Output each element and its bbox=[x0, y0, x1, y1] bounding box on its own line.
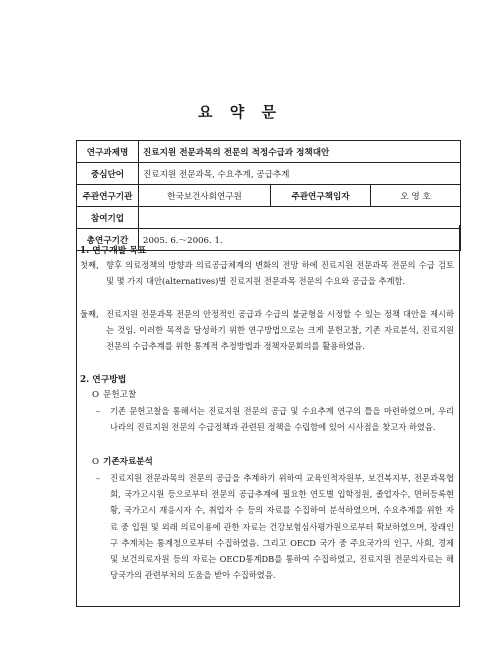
row-keywords bbox=[77, 163, 461, 185]
lead-value: 오 영 호 bbox=[371, 185, 461, 207]
dash-marker: – bbox=[96, 406, 101, 416]
section-2-title: 2. 연구방법 bbox=[80, 375, 127, 385]
row-project bbox=[77, 141, 461, 163]
subsection-data-analysis-title: O 기존자료분석 bbox=[92, 457, 153, 467]
lead-label: 주관연구책임자 bbox=[271, 185, 371, 207]
project-value: 진료지원 전문과목의 전문의 적정수급과 정책대안 bbox=[139, 141, 461, 163]
section-1-title: 1. 연구개발 목표 bbox=[80, 246, 147, 256]
bullet-circle-icon: O bbox=[92, 390, 100, 400]
subsection-literature-title: O 문헌고찰 bbox=[92, 390, 137, 400]
period-value: 2005. 6.～2006. 1. bbox=[139, 229, 461, 251]
paragraph-1-text: 향후 의료정책의 방향과 의료공급체계의 변화의 전망 하에 진료지원 전문과목 전문의 수급 검토 및 몇 가지 대안(alternatives)별 진료지원 전문과목 전문의 수요와 공급을 추계함. bbox=[106, 260, 454, 287]
subsection-data-analysis-text: – 진료지원 전문과목의 전문의 공급을 추계하기 위하여 교육인적자원부, 보건복지부, 전문과목협회, 국가고시원 등으로부터 전문의 공급추계에 필요한 연도별 입학정원, 졸업자수, 면허등록현황, 국가고시 재응시자 수, 취업자 수 등의 자료를 수집하여 분석하였으며, 수요추계를 위한 자료 중 입원 및 외래 의료이용에 관한 자료는 건강보험심사평가원으로부터 확보하였으며, 장래인구 추계치는 통계청으로부터 수집하였음. 그리고 OECD 국가 중 주요국가의 인구, 사회, 경제 및 보건의료자원 등의 자료는 OECD통계DB를 통하여 수집하였고, 진료지원 전문의자료는 해당국가의 관련부처의 도움을 받아 수집하였음. bbox=[96, 470, 454, 583]
paragraph-2-text: 진료지원 전문과목 전문의 안정적인 공급과 수급의 불균형을 시정할 수 있는 정책 대안을 제시하는 것임. 이러한 목적을 달성하기 위한 연구방법으로는 크게 문헌고찰, 기존 자료분석, 진료지원 전문의 수급추계를 위한 통계적 추정방법과 정책자문회의를 활용하였음. bbox=[106, 309, 454, 352]
keywords-value: 진료지원 전문과목, 수요추계, 공급추계 bbox=[139, 163, 461, 185]
bullet-circle-icon: O bbox=[92, 457, 100, 467]
subsection-literature-text: – 기존 문헌고찰을 통해서는 진료지원 전문의 공급 및 수요추계 연구의 틀을 마련하였으며, 우리나라의 진료지원 전문의 수급정책과 관련된 정책을 수립함에 있어 시사점을 찾고자 하였음. bbox=[96, 403, 454, 435]
institution-label: 주관연구기관 bbox=[77, 185, 139, 207]
paragraph-2-lead: 둘째, bbox=[80, 309, 99, 319]
dash-marker: – bbox=[96, 473, 101, 483]
period-label: 총연구기간 bbox=[77, 229, 139, 251]
participant-label: 참여기업 bbox=[77, 207, 139, 229]
section-1-paragraph-1 bbox=[80, 257, 454, 289]
keywords-label: 중심단어 bbox=[77, 163, 139, 185]
document-title: 요 약 문 bbox=[198, 103, 282, 121]
section-1-paragraph-2 bbox=[80, 306, 454, 355]
project-label: 연구과제명 bbox=[77, 141, 139, 163]
institution-value: 한국보건사회연구원 bbox=[139, 185, 271, 207]
paragraph-1-lead: 첫째, bbox=[80, 260, 99, 270]
row-institution bbox=[77, 185, 461, 207]
